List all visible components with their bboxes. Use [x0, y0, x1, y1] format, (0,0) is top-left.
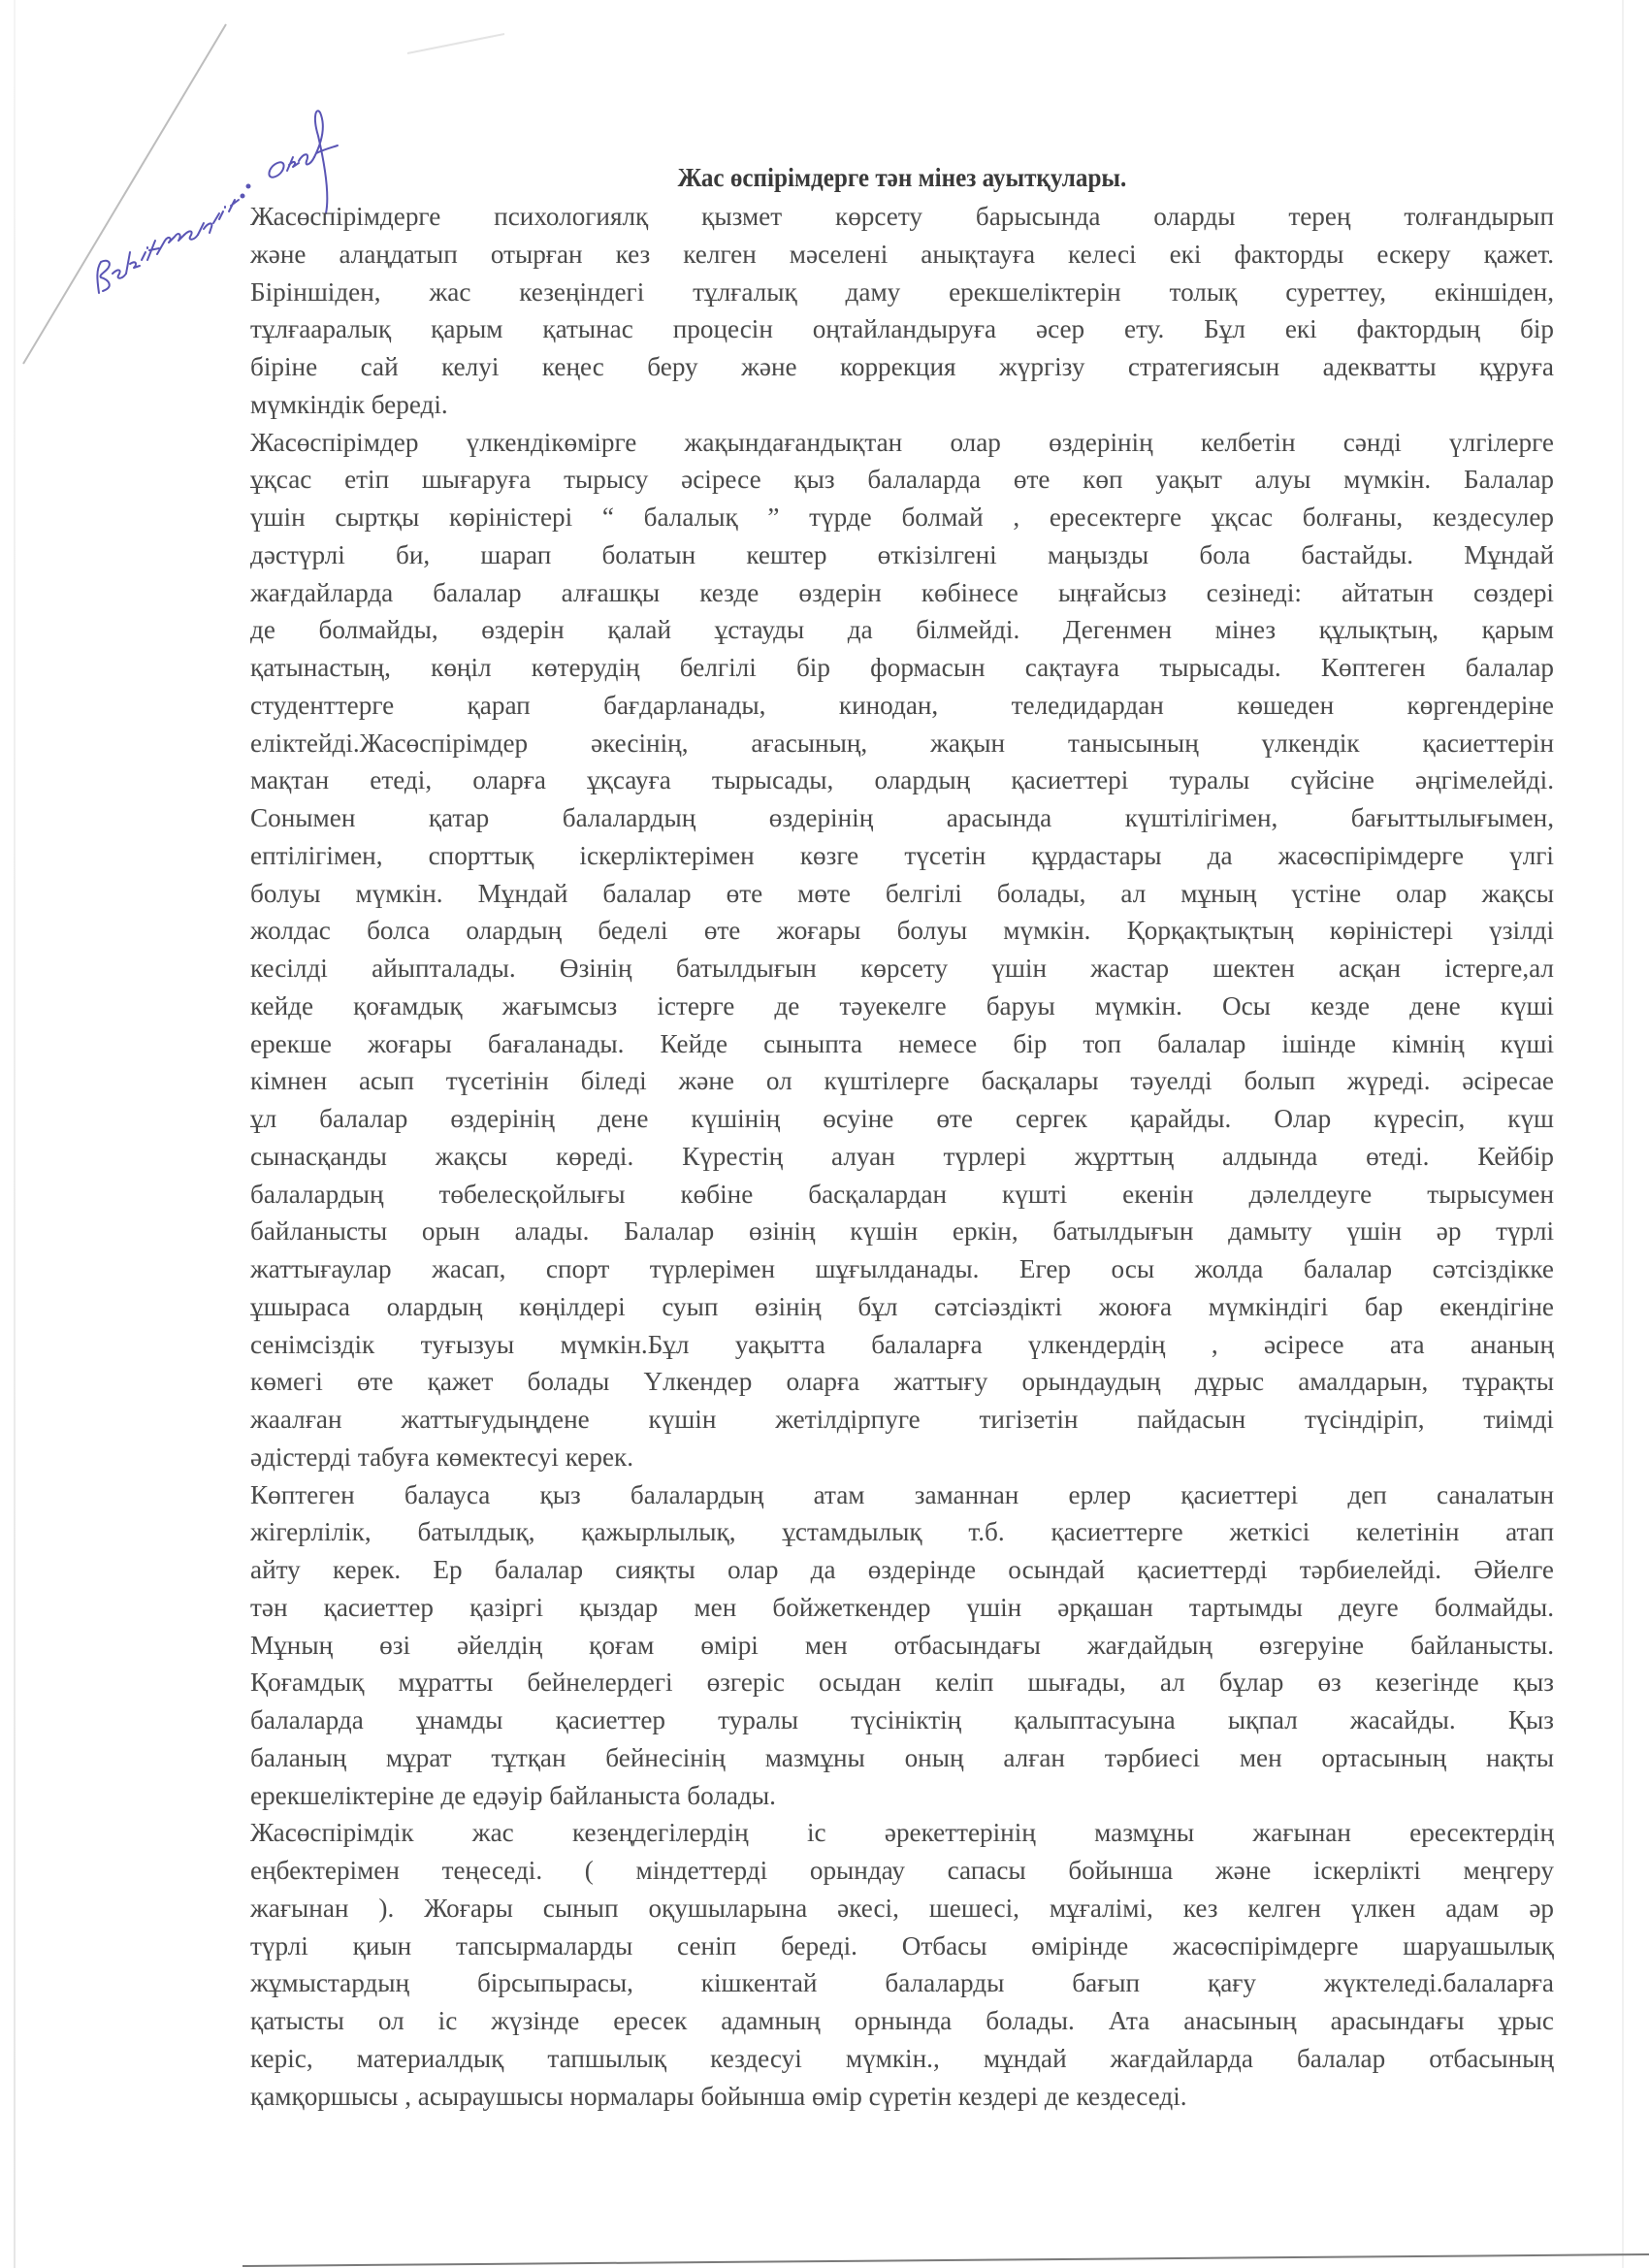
handwriting-stroke — [147, 241, 159, 260]
text-line: кейде қоғамдық жағымсыз істерге де тәуекелге баруы мүмкін. Осы кезде дене күші — [250, 990, 1554, 1021]
faint-scan-mark — [407, 34, 504, 53]
text-line: жұмыстардың бірсыпырасы, кішкентай балаларды бағып қағу жүктеледі.балаларға — [250, 1968, 1554, 1998]
page-right-edge — [1622, 0, 1624, 2268]
text-line: тұлғааралық қарым қатынас процесін оңтайландыруға әсер ету. Бұл екі фактордың бір — [250, 314, 1554, 344]
handwriting-stroke — [157, 234, 184, 254]
text-line: Мұның өзі әйелдің қоғам өмірі мен отбасындағы жағдайдың өзгеруіне байланысты. — [250, 1630, 1554, 1660]
text-line: студенттерге қарап бағдарланады, кинодан, теледидардан көшеден көргендеріне — [250, 690, 1554, 720]
paragraph — [250, 1814, 1554, 2115]
text-line: балаларда ұнамды қасиеттер туралы түсініктің қалыптасуына ықпал жасайды. Қыз — [250, 1705, 1554, 1734]
handwriting-stroke — [142, 247, 147, 260]
text-line: және алаңдатып отырған кез келген мәселені анықтауға келесі екі факторды ескеру қажет. — [250, 239, 1554, 269]
bottom-shadow-line — [242, 2254, 1649, 2266]
text-line: де болмайды, өздерін қалай ұстауды да білмейді. Дегенмен мінез құлықтың, қарым — [250, 615, 1554, 645]
handwriting-stroke — [219, 200, 239, 219]
text-line: кесілді айыпталады. Өзінің батылдығын көрсету үшін жастар шектен асқан істерге,ал — [250, 954, 1554, 983]
text-line: тән қасиеттер қазіргі қыздар мен бойжеткендер үшін әрқашан тартымды деуге болмайды. — [250, 1592, 1554, 1622]
text-line: ерекшеліктеріне де едәуір байланыста болады. — [250, 1780, 776, 1810]
text-line: қамқоршысы , асыраушысы нормалары бойынша өмір сүретін кездері де кездеседі. — [250, 2081, 1187, 2111]
text-line: Жасөспірімдік жас кезеңдегілердің іс әрекеттерінің мазмұны жағынан ересектердің — [250, 1818, 1554, 1848]
text-line: байланысты орын алады. Балалар өзінің күшін еркін, батылдығын дамыту үшін әр түрлі — [250, 1216, 1554, 1247]
text-line: жағдайларда балалар алғашқы кезде өздерін көбінесе ыңғайсыз сезінеді: айтатын сөздері — [250, 577, 1554, 607]
paragraph — [250, 1476, 1554, 1815]
text-line: көмегі өте қажет болады Үлкендер оларға жаттығу орындаудың дұрыс амалдарын, тұрақты — [250, 1367, 1554, 1397]
text-line: кімнен асып түсетінін біледі және ол күштілерге басқалары тәуелді болып жүреді. әсіресае — [250, 1066, 1554, 1096]
document-body — [250, 155, 1554, 2115]
text-line: Жасөспірімдерге психологиялқ қызмет көрсету барысында оларды терең толғандырып — [250, 202, 1554, 231]
text-line: балалардың төбелесқойлығы көбіне басқалардан күшті екенін дәлелдеуге тырысумен — [250, 1179, 1554, 1209]
text-line: дәстүрлі би, шарап болатын кештер өткізілгені маңызды бола бастайды. Мұндай — [250, 539, 1554, 569]
text-line: керіс, материалдық тапшылық кездесуі мүмкін., мұндай жағдайларда балалар отбасының — [250, 2043, 1554, 2073]
text-line: баланың мұрат тұтқан бейнесінің мазмұны оның алған тәрбиесі мен ортасының нақты — [250, 1742, 1554, 1772]
text-line: болуы мүмкін. Мұндай балалар өте мөте белгілі болады, ал мұның үстіне олар жақсы — [250, 878, 1554, 908]
text-line: жолдас болса олардың беделі өте жоғары болуы мүмкін. Қорқақтықтың көріністері үзілді — [250, 916, 1554, 946]
text-line: қатынастың, көңіл көтерудің белгілі бір формасын сақтауға тырысады. Көптеген балалар — [250, 653, 1554, 682]
text-line: ұл балалар өздерінің дене күшінің өсуіне өте сергек қарайды. Олар күресіп, күш — [250, 1104, 1554, 1133]
text-line: еңбектерімен теңеседі. ( міндеттерді орындау сапасы бойынша және іскерлікті меңгеру — [250, 1856, 1554, 1885]
text-line: мүмкіндік береді. — [250, 389, 448, 419]
page-bottom-edge — [0, 2231, 1649, 2268]
text-line: ерекше жоғары бағаланады. Кейде сыныпта немесе бір топ балалар ішінде кімнің күші — [250, 1028, 1554, 1058]
text-line: жағынан ). Жоғары сынып оқушыларына әкесі, шешесі, мұғалімі, кез келген үлкен адам әр — [250, 1893, 1554, 1923]
text-line: ұшыраса олардың көңілдері суып өзінің бұл сәтсіәздікті жоюға мүмкіндігі бар екендігіне — [250, 1291, 1554, 1321]
text-line: әдістерді табуға көмектесуі керек. — [250, 1442, 634, 1472]
handwriting-stroke — [126, 252, 140, 274]
text-line: Жасөспірімдер үлкендікөмірге жақындағандықтан олар өздерінің келбетін сәнді үлгілерге — [250, 427, 1554, 457]
text-line: Көптеген балауса қыз балалардың атам заманнан ерлер қасиеттері деп саналатын — [250, 1479, 1554, 1509]
paragraph — [250, 424, 1554, 1476]
text-line: Сонымен қатар балалардың өздерінің арасында күштілігімен, бағыттылығымен, — [250, 803, 1554, 832]
text-line: ептілігімен, спорттық іскерліктерімен көзге түсетін құрдастары да жасөспірімдерге үлгі — [250, 840, 1554, 870]
text-line: үшін сыртқы көріністері “ балалық ” түрде болмай , ересектерге ұқсас болғаны, кездесулер — [250, 502, 1554, 532]
text-line: сынасқанды жақсы көреді. Күрестің алуан түрлері жұрттың алдында өтеді. Кейбір — [250, 1141, 1554, 1171]
text-line: айту керек. Ер балалар сияқты олар да өздерінде осындай қасиеттерді тәрбиелейді. Әйелге — [250, 1555, 1554, 1584]
text-line: мақтан етеді, оларға ұқсауға тырысады, олардың қасиеттері туралы сүйсіне әңгімелейді. — [250, 765, 1554, 795]
text-line: ұқсас етіп шығаруға тырысу әсіресе қыз балаларда өте көп уақыт алуы мүмкін. Балалар — [250, 465, 1554, 495]
page-left-edge — [14, 0, 16, 2268]
text-line: қатысты ол іс жүзінде ересек адамның орнында болады. Ата анасының арасындағы ұрыс — [250, 2006, 1554, 2035]
handwriting-colon-dot — [242, 195, 244, 198]
text-line: жігерлілік, батылдық, қажырлылық, ұстамдылық т.б. қасиеттерге жеткісі келетінін атап — [250, 1517, 1554, 1547]
text-line: жаттығаулар жасап, спорт түрлерімен шұғылданады. Егер осы жолда балалар сәтсіздікке — [250, 1254, 1554, 1283]
handwriting-stroke — [113, 270, 126, 277]
handwriting-stroke — [97, 261, 110, 293]
text-line: Қоғамдық мұратты бейнелердегі өзгеріс осыдан келіп шығады, ал бұлар өз кезегінде қыз — [250, 1668, 1554, 1698]
text-line: біріне сай келуі кеңес беру және коррекция жүргізу стратегиясын адекватты құруға — [250, 352, 1554, 381]
handwriting-stroke — [198, 213, 219, 235]
text-line: жаалған жаттығудыңдене күшін жетілдірпуге тигізетін пайдасын түсіндіріп, тиімді — [250, 1405, 1554, 1434]
document-title: Жас өспірімдерге тән мінез ауытқулары. — [677, 163, 1127, 192]
text-line: түрлі қиын тапсырмаларды сеніп береді. Отбасы өмірінде жасөспірімдерге шаруашылық — [250, 1930, 1554, 1960]
text-line: еліктейді.Жасөспірімдер әкесінің, ағасының, жақын танысының үлкендік қасиеттерін — [250, 728, 1554, 758]
text-line: сенімсіздік туғызуы мүмкін.Бұл уақытта балаларға үлкендердің , әсіресе ата ананың — [250, 1329, 1554, 1359]
text-line: Біріншіден, жас кезеңіндегі тұлғалық даму ерекшеліктерін толық суреттеу, екіншіден, — [250, 276, 1554, 307]
document-paragraphs — [250, 198, 1554, 2115]
paragraph — [250, 198, 1554, 424]
handwriting-stroke — [184, 231, 198, 239]
